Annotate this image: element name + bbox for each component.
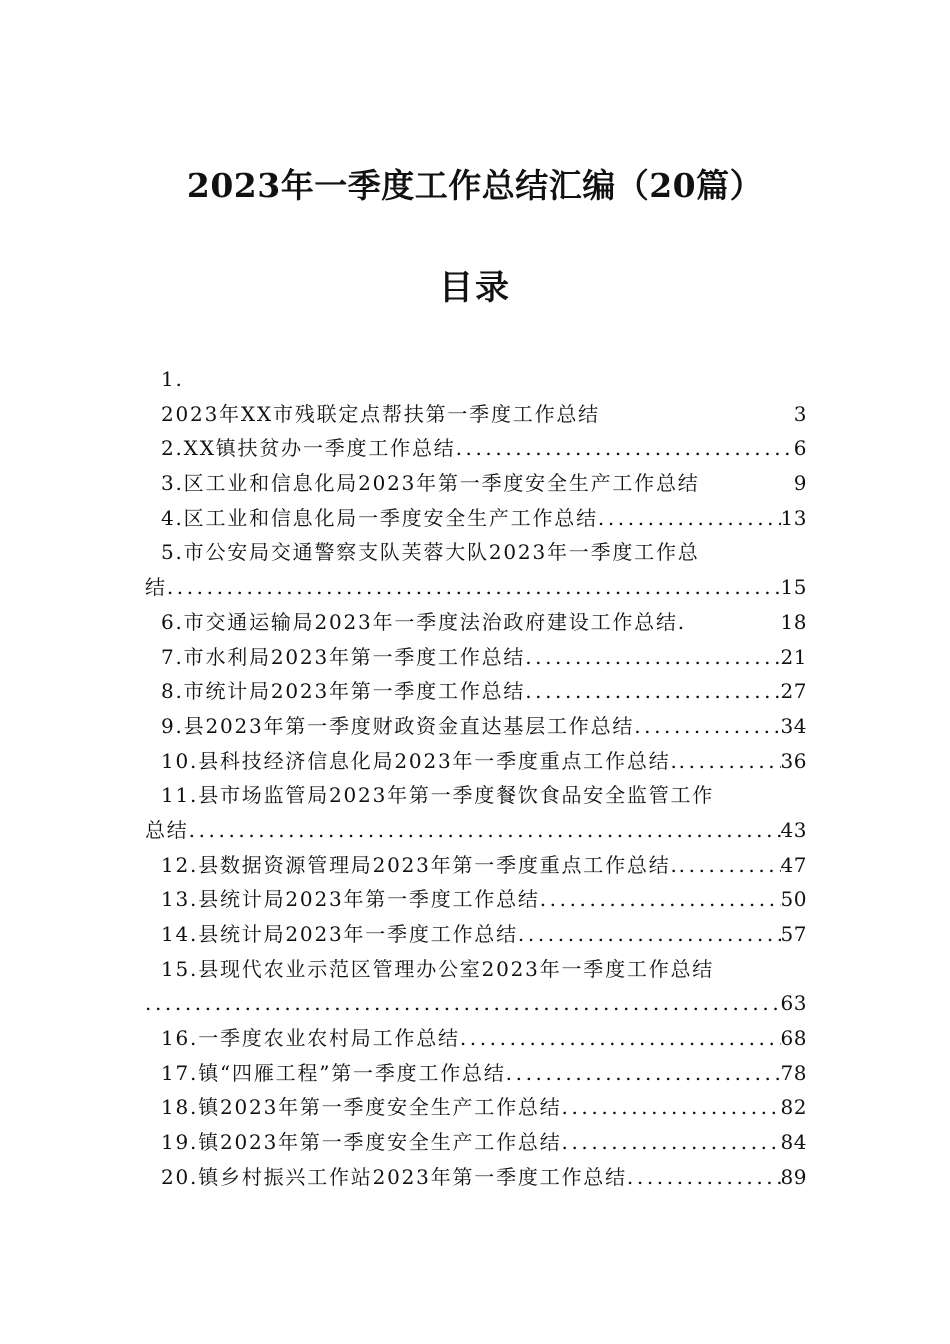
toc-entry-line — [145, 917, 807, 952]
toc-entry-line — [145, 952, 807, 987]
toc-entry-title: 14.县统计局2023年一季度工作总结 — [161, 922, 518, 946]
toc-entry-line — [145, 1021, 807, 1056]
toc-entry-title: 19.镇2023年第一季度安全生产工作总结 — [161, 1130, 562, 1155]
toc-entry-line — [145, 605, 807, 640]
toc-entry[interactable] — [145, 709, 807, 744]
dot-leader — [598, 501, 781, 536]
toc-entry-line — [145, 744, 807, 779]
toc-entry-line — [145, 535, 807, 570]
toc-entry[interactable] — [145, 431, 807, 466]
dot-leader — [679, 848, 781, 883]
dot-leader — [456, 431, 794, 466]
toc-entry-line — [145, 674, 807, 709]
toc-entry-title: 2023年XX市残联定点帮扶第一季度工作总结 — [161, 401, 600, 426]
toc-entry-line — [145, 1090, 807, 1125]
toc-entry-title: 6.市交通运输局2023年一季度法治政府建设工作总结. — [161, 609, 686, 634]
toc-entry-line — [145, 431, 807, 466]
toc-entry-title: 3.区工业和信息化局2023年第一季度安全生产工作总结 — [161, 471, 700, 496]
toc-page-number: 84 — [780, 1130, 807, 1155]
dot-leader — [525, 640, 780, 675]
toc-entry[interactable] — [145, 744, 807, 779]
toc-page-number: 9 — [793, 471, 807, 496]
dot-leader — [167, 570, 781, 605]
toc-entry-line — [145, 570, 807, 605]
dot-leader — [634, 709, 780, 744]
dot-leader — [562, 1090, 781, 1125]
dot-leader — [562, 1125, 781, 1160]
toc-entry[interactable] — [145, 848, 807, 883]
dot-leader — [460, 1021, 781, 1056]
toc-entry-title: 16.一季度农业农村局工作总结 — [161, 1026, 460, 1051]
toc-entry-title: 20.镇乡村振兴工作站2023年第一季度工作总结 — [161, 1164, 627, 1189]
toc-page-number: 47 — [780, 852, 807, 877]
dot-leader — [189, 813, 781, 848]
toc-entry-line — [145, 1056, 807, 1091]
toc-entry[interactable] — [145, 1056, 807, 1091]
toc-entry-title: 7.市水利局2023年第一季度工作总结 — [161, 644, 526, 669]
toc-entry-title: 总结 — [145, 817, 189, 842]
toc-entry-title: 4.区工业和信息化局一季度安全生产工作总结 — [161, 505, 598, 530]
toc-entry[interactable] — [145, 1090, 807, 1125]
toc-page-number: 82 — [780, 1095, 807, 1120]
toc-page-number: 50 — [780, 887, 807, 912]
toc-page-number: 68 — [780, 1026, 807, 1051]
toc-entry-title: 8.市统计局2023年第一季度工作总结 — [161, 679, 526, 704]
toc-page-number: 78 — [780, 1060, 807, 1085]
toc-entry[interactable] — [145, 1160, 807, 1195]
toc-entry-line — [145, 640, 807, 675]
toc-entry-line — [145, 1160, 807, 1195]
toc-entry-line — [145, 1125, 807, 1160]
toc-page-number: 21 — [780, 644, 807, 669]
dot-leader — [518, 917, 781, 952]
toc-entry[interactable] — [145, 605, 807, 640]
toc-entry-title: 2.XX镇扶贫办一季度工作总结 — [161, 436, 456, 461]
toc-entry-title: 13.县统计局2023年第一季度工作总结 — [161, 887, 540, 912]
toc-page-number: 36 — [780, 748, 807, 773]
toc-page-number: 3 — [793, 401, 807, 426]
toc-entry-title: 结 — [145, 575, 167, 600]
toc-entry-line — [145, 882, 807, 917]
toc-entry-line — [145, 397, 807, 432]
toc-entry-line — [145, 362, 807, 397]
toc-heading: 目录 — [439, 268, 511, 308]
toc-page-number: 43 — [780, 817, 807, 842]
toc-entry-line — [145, 709, 807, 744]
toc-entry[interactable] — [145, 952, 807, 1021]
toc-page-number: 57 — [780, 922, 807, 946]
toc-page-number: 63 — [780, 991, 807, 1016]
toc-entry[interactable] — [145, 501, 807, 536]
toc-entry-title: 18.镇2023年第一季度安全生产工作总结 — [161, 1095, 562, 1120]
toc-page-number: 34 — [780, 713, 807, 738]
toc-entry-line — [145, 466, 807, 501]
toc-entry[interactable] — [145, 640, 807, 675]
toc-entry[interactable] — [145, 778, 807, 847]
toc-entry-line — [145, 986, 807, 1021]
toc-page-number: 13 — [780, 505, 807, 530]
toc-page-number: 18 — [780, 609, 807, 634]
toc-entry-title: 5.市公安局交通警察支队芙蓉大队2023年一季度工作总 — [161, 540, 700, 565]
toc-entry-title: 11.县市场监管局2023年第一季度餐饮食品安全监管工作 — [161, 783, 715, 808]
toc-page-number: 15 — [780, 575, 807, 600]
dot-leader — [540, 882, 781, 917]
table-of-contents — [145, 362, 807, 1195]
toc-entry[interactable] — [145, 1021, 807, 1056]
dot-leader — [627, 1160, 781, 1195]
dot-leader — [506, 1056, 781, 1091]
toc-entry[interactable] — [145, 882, 807, 917]
toc-entry[interactable] — [145, 917, 807, 952]
toc-page-number: 89 — [780, 1164, 807, 1189]
toc-entry-title: 12.县数据资源管理局2023年第一季度重点工作总结. — [161, 852, 679, 877]
toc-entry-title: 10.县科技经济信息化局2023年一季度重点工作总结. — [161, 748, 679, 773]
toc-entry-title: 17.镇“四雁工程”第一季度工作总结 — [161, 1060, 506, 1085]
toc-entry-line — [145, 813, 807, 848]
toc-entry[interactable] — [145, 674, 807, 709]
toc-entry-title: 9.县2023年第一季度财政资金直达基层工作总结 — [161, 713, 635, 738]
toc-entry[interactable] — [145, 535, 807, 604]
toc-entry[interactable] — [145, 1125, 807, 1160]
toc-entry-title: 15.县现代农业示范区管理办公室2023年一季度工作总结 — [161, 956, 715, 981]
toc-page-number: 27 — [780, 679, 807, 704]
toc-entry[interactable] — [145, 362, 807, 431]
dot-leader — [525, 674, 780, 709]
toc-entry[interactable] — [145, 466, 807, 501]
document-title: 2023年一季度工作总结汇编（20篇） — [186, 166, 764, 205]
dot-leader — [679, 744, 781, 779]
dot-leader — [145, 986, 781, 1021]
toc-page-number: 6 — [793, 436, 807, 461]
toc-entry-title: 1. — [161, 367, 184, 391]
toc-entry-line — [145, 848, 807, 883]
toc-entry-line — [145, 778, 807, 813]
toc-entry-line — [145, 501, 807, 536]
